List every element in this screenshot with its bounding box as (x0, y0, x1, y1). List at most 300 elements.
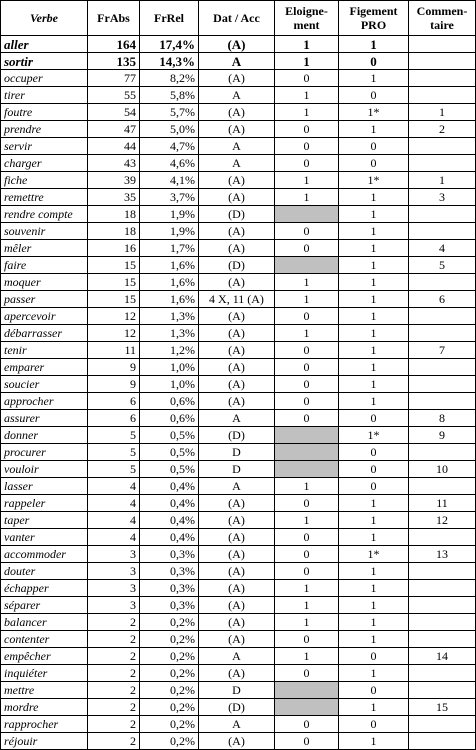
cell-dat-acc: (A) (199, 325, 275, 342)
cell-dat-acc: (A) (199, 342, 275, 359)
cell-commentaire (409, 614, 476, 631)
cell-figement: 1 (339, 121, 409, 138)
cell-frrel: 0,3% (140, 546, 199, 563)
cell-frabs: 15 (88, 274, 140, 291)
cell-verbe: contenter (1, 631, 88, 648)
cell-commentaire: 4 (409, 240, 476, 257)
cell-eloignement: 1 (275, 325, 339, 342)
cell-eloignement: 1 (275, 53, 339, 70)
cell-frabs: 4 (88, 529, 140, 546)
cell-dat-acc: (A) (199, 546, 275, 563)
cell-verbe: donner (1, 427, 88, 444)
table-row (1, 172, 476, 189)
cell-frrel: 1,0% (140, 359, 199, 376)
cell-eloignement: 0 (275, 410, 339, 427)
cell-verbe: assurer (1, 410, 88, 427)
cell-dat-acc: (A) (199, 189, 275, 206)
cell-eloignement: 0 (275, 121, 339, 138)
table-row (1, 512, 476, 529)
cell-verbe: débarrasser (1, 325, 88, 342)
cell-frabs: 9 (88, 376, 140, 393)
cell-commentaire: 2 (409, 121, 476, 138)
cell-verbe: rappeler (1, 495, 88, 512)
cell-eloignement: 0 (275, 376, 339, 393)
cell-commentaire (409, 665, 476, 682)
cell-commentaire (409, 359, 476, 376)
table-row (1, 342, 476, 359)
cell-dat-acc: D (199, 461, 275, 478)
cell-commentaire (409, 138, 476, 155)
cell-commentaire (409, 631, 476, 648)
cell-figement: 0 (339, 648, 409, 665)
cell-frabs: 15 (88, 291, 140, 308)
cell-frrel: 0,5% (140, 461, 199, 478)
cell-eloignement: 1 (275, 189, 339, 206)
cell-figement: 1 (339, 206, 409, 223)
cell-figement: 1 (339, 699, 409, 716)
cell-figement: 0 (339, 138, 409, 155)
cell-frrel: 5,0% (140, 121, 199, 138)
cell-eloignement: 0 (275, 223, 339, 240)
cell-commentaire (409, 206, 476, 223)
cell-figement: 1 (339, 257, 409, 274)
cell-verbe: tenir (1, 342, 88, 359)
cell-eloignement (275, 427, 339, 444)
cell-figement: 1 (339, 563, 409, 580)
cell-dat-acc: (D) (199, 427, 275, 444)
cell-verbe: servir (1, 138, 88, 155)
cell-frrel: 1,2% (140, 342, 199, 359)
cell-frrel: 1,6% (140, 274, 199, 291)
cell-frrel: 0,5% (140, 427, 199, 444)
cell-dat-acc: (A) (199, 376, 275, 393)
cell-eloignement (275, 461, 339, 478)
cell-frrel: 4,1% (140, 172, 199, 189)
cell-eloignement: 0 (275, 495, 339, 512)
cell-verbe: rapprocher (1, 716, 88, 733)
cell-frrel: 1,7% (140, 240, 199, 257)
table-row (1, 87, 476, 104)
cell-commentaire: 5 (409, 257, 476, 274)
cell-eloignement: 0 (275, 546, 339, 563)
cell-frrel: 4,7% (140, 138, 199, 155)
table-row (1, 257, 476, 274)
table-row (1, 104, 476, 121)
table-row (1, 325, 476, 342)
table-row (1, 189, 476, 206)
cell-dat-acc: A (199, 716, 275, 733)
cell-frabs: 15 (88, 257, 140, 274)
cell-dat-acc: A (199, 648, 275, 665)
cell-dat-acc: (A) (199, 529, 275, 546)
cell-frabs: 55 (88, 87, 140, 104)
cell-figement: 1* (339, 546, 409, 563)
cell-commentaire (409, 393, 476, 410)
cell-commentaire: 8 (409, 410, 476, 427)
cell-frrel: 0,2% (140, 665, 199, 682)
table-row (1, 410, 476, 427)
cell-figement: 1 (339, 274, 409, 291)
cell-figement: 1 (339, 631, 409, 648)
cell-verbe: mordre (1, 699, 88, 716)
cell-frrel: 14,3% (140, 53, 199, 70)
cell-frabs: 18 (88, 223, 140, 240)
header-dat-acc: Dat / Acc (199, 1, 275, 36)
cell-verbe: tirer (1, 87, 88, 104)
cell-frrel: 0,2% (140, 716, 199, 733)
cell-dat-acc: D (199, 682, 275, 699)
cell-eloignement: 1 (275, 172, 339, 189)
cell-figement: 1 (339, 308, 409, 325)
cell-figement: 1 (339, 393, 409, 410)
cell-dat-acc: (A) (199, 308, 275, 325)
table-row (1, 665, 476, 682)
cell-verbe: lasser (1, 478, 88, 495)
cell-frrel: 5,8% (140, 87, 199, 104)
cell-frrel: 0,4% (140, 495, 199, 512)
cell-frabs: 6 (88, 393, 140, 410)
cell-dat-acc: (A) (199, 563, 275, 580)
cell-frabs: 2 (88, 699, 140, 716)
cell-verbe: apercevoir (1, 308, 88, 325)
table-row (1, 359, 476, 376)
cell-figement: 1 (339, 240, 409, 257)
cell-frrel: 1,0% (140, 376, 199, 393)
cell-frabs: 5 (88, 427, 140, 444)
cell-commentaire: 13 (409, 546, 476, 563)
cell-verbe: séparer (1, 597, 88, 614)
cell-frrel: 1,6% (140, 257, 199, 274)
cell-eloignement: 1 (275, 87, 339, 104)
cell-verbe: sortir (1, 53, 88, 70)
cell-frrel: 4,6% (140, 155, 199, 172)
table-row (1, 138, 476, 155)
cell-frrel: 17,4% (140, 36, 199, 53)
cell-figement: 1 (339, 580, 409, 597)
cell-commentaire: 9 (409, 427, 476, 444)
cell-frrel: 0,3% (140, 597, 199, 614)
cell-frabs: 3 (88, 563, 140, 580)
cell-eloignement: 1 (275, 580, 339, 597)
table-row (1, 699, 476, 716)
cell-eloignement: 0 (275, 359, 339, 376)
cell-frabs: 2 (88, 716, 140, 733)
cell-dat-acc: (D) (199, 699, 275, 716)
header-eloignement: Eloigne-ment (275, 1, 339, 36)
cell-commentaire: 6 (409, 291, 476, 308)
cell-eloignement: 0 (275, 393, 339, 410)
cell-commentaire (409, 580, 476, 597)
cell-frrel: 0,2% (140, 631, 199, 648)
cell-frrel: 3,7% (140, 189, 199, 206)
cell-verbe: mettre (1, 682, 88, 699)
cell-verbe: douter (1, 563, 88, 580)
cell-frabs: 77 (88, 70, 140, 87)
cell-eloignement (275, 699, 339, 716)
cell-figement: 0 (339, 716, 409, 733)
header-figement: Figement PRO (339, 1, 409, 36)
cell-commentaire: 15 (409, 699, 476, 716)
cell-frabs: 2 (88, 682, 140, 699)
table-row (1, 121, 476, 138)
cell-verbe: moquer (1, 274, 88, 291)
cell-frabs: 12 (88, 325, 140, 342)
cell-verbe: prendre (1, 121, 88, 138)
cell-commentaire (409, 155, 476, 172)
cell-frrel: 0,2% (140, 699, 199, 716)
cell-verbe: échapper (1, 580, 88, 597)
cell-frrel: 0,4% (140, 512, 199, 529)
cell-verbe: remettre (1, 189, 88, 206)
cell-figement: 1 (339, 614, 409, 631)
cell-verbe: procurer (1, 444, 88, 461)
cell-verbe: mêler (1, 240, 88, 257)
cell-dat-acc: A (199, 155, 275, 172)
cell-figement: 1 (339, 597, 409, 614)
cell-frabs: 11 (88, 342, 140, 359)
cell-eloignement: 0 (275, 138, 339, 155)
cell-frabs: 4 (88, 478, 140, 495)
table-row (1, 36, 476, 53)
cell-verbe: inquiéter (1, 665, 88, 682)
cell-figement: 1 (339, 36, 409, 53)
table-row (1, 546, 476, 563)
cell-figement: 0 (339, 53, 409, 70)
cell-frrel: 0,6% (140, 393, 199, 410)
cell-verbe: occuper (1, 70, 88, 87)
table-row (1, 478, 476, 495)
cell-dat-acc: (A) (199, 495, 275, 512)
cell-commentaire (409, 274, 476, 291)
cell-eloignement: 1 (275, 614, 339, 631)
cell-eloignement: 1 (275, 36, 339, 53)
cell-frabs: 18 (88, 206, 140, 223)
table-row (1, 291, 476, 308)
cell-figement: 1 (339, 325, 409, 342)
cell-dat-acc: (D) (199, 206, 275, 223)
cell-eloignement: 0 (275, 308, 339, 325)
cell-frabs: 3 (88, 597, 140, 614)
cell-frabs: 39 (88, 172, 140, 189)
cell-figement: 1* (339, 172, 409, 189)
cell-frrel: 0,3% (140, 580, 199, 597)
cell-frrel: 0,2% (140, 733, 199, 750)
cell-eloignement (275, 682, 339, 699)
cell-verbe: passer (1, 291, 88, 308)
cell-verbe: accommoder (1, 546, 88, 563)
cell-figement: 0 (339, 682, 409, 699)
cell-eloignement (275, 444, 339, 461)
cell-verbe: vanter (1, 529, 88, 546)
cell-eloignement: 1 (275, 648, 339, 665)
cell-eloignement: 0 (275, 733, 339, 750)
cell-frrel: 0,5% (140, 444, 199, 461)
cell-dat-acc: (A) (199, 274, 275, 291)
cell-frrel: 0,3% (140, 563, 199, 580)
cell-eloignement: 1 (275, 478, 339, 495)
table-row (1, 393, 476, 410)
cell-figement: 1 (339, 291, 409, 308)
header-commentaire: Commen-taire (409, 1, 476, 36)
cell-frabs: 12 (88, 308, 140, 325)
cell-frrel: 1,9% (140, 223, 199, 240)
cell-figement: 1 (339, 342, 409, 359)
cell-verbe: empêcher (1, 648, 88, 665)
cell-eloignement: 0 (275, 563, 339, 580)
cell-commentaire (409, 223, 476, 240)
cell-figement: 1 (339, 733, 409, 750)
cell-frrel: 1,3% (140, 325, 199, 342)
cell-dat-acc: D (199, 444, 275, 461)
table-row (1, 614, 476, 631)
cell-figement: 0 (339, 461, 409, 478)
cell-frabs: 44 (88, 138, 140, 155)
table-row (1, 563, 476, 580)
cell-verbe: fiche (1, 172, 88, 189)
cell-frrel: 0,4% (140, 478, 199, 495)
cell-frabs: 6 (88, 410, 140, 427)
cell-frabs: 35 (88, 189, 140, 206)
table-row (1, 223, 476, 240)
cell-eloignement: 0 (275, 342, 339, 359)
cell-verbe: foutre (1, 104, 88, 121)
table-row (1, 308, 476, 325)
cell-dat-acc: A (199, 53, 275, 70)
cell-commentaire (409, 529, 476, 546)
table-row (1, 53, 476, 70)
cell-figement: 1 (339, 665, 409, 682)
cell-figement: 0 (339, 87, 409, 104)
cell-frabs: 135 (88, 53, 140, 70)
cell-dat-acc: (A) (199, 36, 275, 53)
cell-commentaire: 3 (409, 189, 476, 206)
cell-verbe: balancer (1, 614, 88, 631)
table-row (1, 631, 476, 648)
table-row (1, 70, 476, 87)
cell-eloignement: 1 (275, 512, 339, 529)
cell-verbe: rendre compte (1, 206, 88, 223)
cell-dat-acc: (A) (199, 121, 275, 138)
cell-eloignement: 0 (275, 240, 339, 257)
cell-verbe: réjouir (1, 733, 88, 750)
table-row (1, 716, 476, 733)
table-row (1, 495, 476, 512)
cell-figement: 0 (339, 155, 409, 172)
cell-commentaire: 14 (409, 648, 476, 665)
cell-commentaire (409, 478, 476, 495)
cell-eloignement: 1 (275, 291, 339, 308)
cell-eloignement: 1 (275, 597, 339, 614)
cell-figement: 0 (339, 478, 409, 495)
cell-frrel: 0,2% (140, 614, 199, 631)
cell-verbe: aller (1, 36, 88, 53)
cell-commentaire (409, 53, 476, 70)
cell-frabs: 5 (88, 444, 140, 461)
cell-frabs: 54 (88, 104, 140, 121)
cell-frrel: 0,6% (140, 410, 199, 427)
cell-commentaire: 7 (409, 342, 476, 359)
cell-commentaire (409, 597, 476, 614)
cell-commentaire (409, 682, 476, 699)
cell-commentaire (409, 444, 476, 461)
cell-dat-acc: (A) (199, 393, 275, 410)
cell-frabs: 2 (88, 648, 140, 665)
cell-eloignement: 0 (275, 529, 339, 546)
cell-eloignement: 0 (275, 665, 339, 682)
cell-figement: 1 (339, 70, 409, 87)
cell-commentaire (409, 563, 476, 580)
table-row (1, 597, 476, 614)
cell-frabs: 43 (88, 155, 140, 172)
cell-figement: 0 (339, 444, 409, 461)
cell-eloignement: 0 (275, 631, 339, 648)
cell-frrel: 0,4% (140, 529, 199, 546)
table-row (1, 274, 476, 291)
cell-figement: 1* (339, 104, 409, 121)
cell-commentaire (409, 308, 476, 325)
header-frabs: FrAbs (88, 1, 140, 36)
cell-frabs: 164 (88, 36, 140, 53)
cell-eloignement (275, 257, 339, 274)
table-row (1, 206, 476, 223)
cell-dat-acc: (A) (199, 104, 275, 121)
cell-verbe: taper (1, 512, 88, 529)
cell-dat-acc: A (199, 478, 275, 495)
table-row (1, 580, 476, 597)
cell-verbe: soucier (1, 376, 88, 393)
cell-dat-acc: (A) (199, 172, 275, 189)
cell-figement: 1 (339, 223, 409, 240)
table-row (1, 461, 476, 478)
cell-dat-acc: (A) (199, 580, 275, 597)
cell-commentaire (409, 70, 476, 87)
cell-frrel: 1,9% (140, 206, 199, 223)
cell-frabs: 4 (88, 512, 140, 529)
cell-verbe: charger (1, 155, 88, 172)
cell-commentaire: 11 (409, 495, 476, 512)
table-row (1, 427, 476, 444)
cell-frabs: 5 (88, 461, 140, 478)
cell-frabs: 2 (88, 631, 140, 648)
cell-figement: 1 (339, 359, 409, 376)
cell-figement: 1 (339, 512, 409, 529)
cell-commentaire (409, 36, 476, 53)
cell-figement: 1 (339, 495, 409, 512)
cell-figement: 0 (339, 410, 409, 427)
cell-dat-acc: (A) (199, 240, 275, 257)
cell-dat-acc: (A) (199, 631, 275, 648)
cell-frabs: 9 (88, 359, 140, 376)
cell-dat-acc: (A) (199, 665, 275, 682)
table-body (1, 36, 476, 750)
cell-figement: 1 (339, 189, 409, 206)
cell-commentaire (409, 87, 476, 104)
cell-eloignement: 1 (275, 274, 339, 291)
cell-commentaire: 12 (409, 512, 476, 529)
cell-dat-acc: (A) (199, 359, 275, 376)
cell-frabs: 16 (88, 240, 140, 257)
cell-commentaire: 10 (409, 461, 476, 478)
cell-commentaire: 1 (409, 104, 476, 121)
cell-verbe: approcher (1, 393, 88, 410)
header-frrel: FrRel (140, 1, 199, 36)
cell-frrel: 5,7% (140, 104, 199, 121)
cell-frabs: 3 (88, 546, 140, 563)
cell-dat-acc: (A) (199, 223, 275, 240)
cell-dat-acc: (A) (199, 512, 275, 529)
cell-dat-acc: (A) (199, 733, 275, 750)
cell-eloignement: 0 (275, 155, 339, 172)
